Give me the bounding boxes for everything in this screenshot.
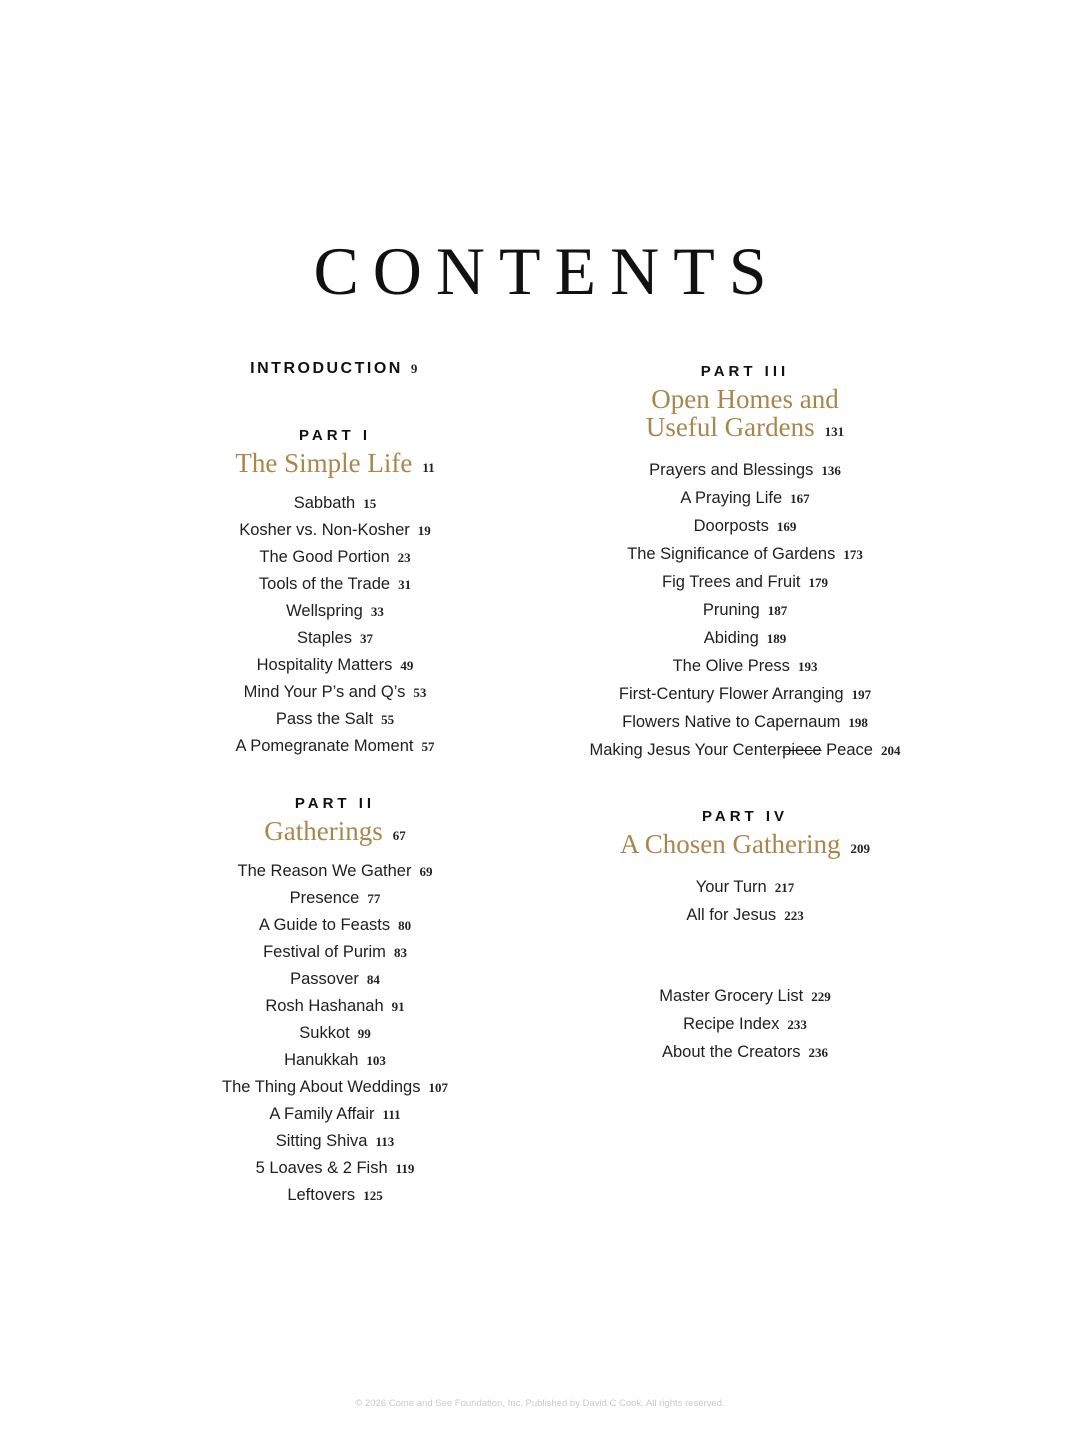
entry-title: The Reason We Gather bbox=[237, 862, 412, 880]
part-4-label: PART IV bbox=[701, 808, 789, 825]
toc-entry[interactable] bbox=[560, 680, 930, 708]
entry-title: Hanukkah bbox=[284, 1051, 359, 1069]
toc-entry[interactable] bbox=[165, 706, 505, 733]
entry-title: A Family Affair bbox=[269, 1105, 375, 1123]
introduction-label: INTRODUCTION bbox=[250, 360, 403, 377]
entry-title: Abiding bbox=[703, 629, 759, 647]
part-3-section bbox=[560, 363, 930, 764]
entry-page: 187 bbox=[767, 603, 788, 618]
entry-title: Pruning bbox=[702, 601, 760, 619]
part-3-label: PART III bbox=[700, 363, 790, 380]
entry-page: 125 bbox=[363, 1188, 383, 1203]
toc-entry[interactable] bbox=[165, 1074, 505, 1101]
toc-entry[interactable] bbox=[165, 517, 505, 544]
toc-introduction[interactable] bbox=[165, 360, 505, 378]
toc-entry[interactable] bbox=[560, 456, 930, 484]
entry-title: Wellspring bbox=[286, 602, 363, 620]
toc-entry[interactable] bbox=[165, 1020, 505, 1047]
toc-entry[interactable] bbox=[165, 571, 505, 598]
part-2-page: 67 bbox=[392, 828, 406, 843]
entry-title: 5 Loaves & 2 Fish bbox=[255, 1159, 388, 1177]
entry-title: Sukkot bbox=[299, 1024, 350, 1042]
part-3-title-line-2: Useful Gardens bbox=[645, 412, 815, 442]
entry-page: 31 bbox=[398, 577, 412, 592]
entry-page: 91 bbox=[391, 999, 405, 1014]
entry-title: Doorposts bbox=[693, 517, 769, 535]
entry-title: Mind Your P’s and Q’s bbox=[243, 683, 406, 701]
part-2-section bbox=[165, 795, 505, 1209]
toc-entry[interactable] bbox=[560, 484, 930, 512]
entry-page: 77 bbox=[367, 891, 381, 906]
entry-page: 103 bbox=[366, 1053, 386, 1068]
toc-entry[interactable] bbox=[560, 1010, 930, 1038]
entry-page: 99 bbox=[357, 1026, 371, 1041]
toc-entry[interactable] bbox=[165, 1128, 505, 1155]
entry-title: Recipe Index bbox=[683, 1015, 780, 1033]
entry-page: 113 bbox=[375, 1134, 395, 1149]
entry-title-prefix: Making Jesus Your Center bbox=[589, 741, 783, 759]
toc-entry[interactable] bbox=[165, 966, 505, 993]
entry-title: The Thing About Weddings bbox=[222, 1078, 421, 1096]
introduction-page: 9 bbox=[410, 361, 420, 376]
entry-title: The Good Portion bbox=[259, 548, 390, 566]
entry-page: 198 bbox=[848, 715, 868, 730]
toc-entry[interactable] bbox=[560, 652, 930, 680]
entry-title: Festival of Purim bbox=[263, 943, 386, 961]
entry-title: A Pomegranate Moment bbox=[235, 737, 414, 755]
part-1-page: 11 bbox=[422, 460, 435, 475]
entry-title: Passover bbox=[290, 970, 359, 988]
entry-page: 217 bbox=[774, 880, 795, 895]
toc-entry[interactable] bbox=[560, 901, 930, 929]
part-4-title-row[interactable] bbox=[560, 830, 930, 863]
toc-entry[interactable] bbox=[165, 625, 505, 652]
entry-title: All for Jesus bbox=[686, 906, 777, 924]
entry-page: 57 bbox=[421, 739, 435, 754]
toc-entry[interactable] bbox=[165, 544, 505, 571]
entry-page: 55 bbox=[381, 712, 395, 727]
entry-title: Staples bbox=[296, 629, 353, 647]
entry-title-struck: piece bbox=[782, 741, 822, 759]
entry-page: 84 bbox=[366, 972, 380, 987]
entry-page: 80 bbox=[398, 918, 412, 933]
entry-page: 229 bbox=[811, 989, 831, 1004]
entry-page: 19 bbox=[417, 523, 431, 538]
toc-entry[interactable] bbox=[560, 540, 930, 568]
entry-title: A Praying Life bbox=[680, 489, 783, 507]
entry-page: 223 bbox=[784, 908, 804, 923]
toc-entry[interactable] bbox=[165, 733, 505, 760]
entry-title: Sabbath bbox=[293, 494, 356, 512]
toc-entry[interactable] bbox=[165, 490, 505, 517]
entry-title: The Significance of Gardens bbox=[627, 545, 836, 563]
entry-page: 15 bbox=[363, 496, 377, 511]
toc-entry[interactable] bbox=[165, 1101, 505, 1128]
toc-entry[interactable] bbox=[165, 1155, 505, 1182]
toc-entry[interactable] bbox=[165, 912, 505, 939]
entry-page: 111 bbox=[382, 1107, 401, 1122]
part-4-entries bbox=[560, 873, 930, 929]
part-2-label: PART II bbox=[294, 795, 376, 812]
entry-page: 49 bbox=[400, 658, 414, 673]
part-1-title-row[interactable] bbox=[165, 449, 505, 482]
part-2-title: Gatherings bbox=[264, 816, 383, 846]
part-4-title: A Chosen Gathering bbox=[620, 829, 841, 859]
entry-title: Master Grocery List bbox=[659, 987, 804, 1005]
entry-page: 197 bbox=[851, 687, 872, 702]
entry-page: 136 bbox=[821, 463, 841, 478]
entry-page: 69 bbox=[419, 864, 433, 879]
entry-page: 169 bbox=[776, 519, 797, 534]
entry-title: Hospitality Matters bbox=[256, 656, 393, 674]
entry-page: 119 bbox=[395, 1161, 415, 1176]
toc-entry[interactable] bbox=[560, 596, 930, 624]
entry-page: 173 bbox=[843, 547, 863, 562]
entry-page: 193 bbox=[797, 659, 818, 674]
entry-title: Tools of the Trade bbox=[258, 575, 391, 593]
part-1-label: PART I bbox=[298, 427, 372, 444]
entry-page: 23 bbox=[397, 550, 411, 565]
entry-title: A Guide to Feasts bbox=[258, 916, 391, 934]
entry-title: Rosh Hashanah bbox=[265, 997, 384, 1015]
entry-title: Pass the Salt bbox=[275, 710, 374, 728]
toc-entry[interactable] bbox=[560, 1038, 930, 1066]
part-1-section bbox=[165, 427, 505, 760]
part-2-title-row[interactable] bbox=[165, 817, 505, 850]
toc-entry[interactable] bbox=[165, 652, 505, 679]
entry-page: 189 bbox=[766, 631, 787, 646]
entry-title: Leftovers bbox=[287, 1186, 356, 1204]
part-3-title-row[interactable] bbox=[560, 385, 930, 446]
entry-title: First-Century Flower Arranging bbox=[618, 685, 844, 703]
part-2-entries bbox=[165, 858, 505, 1209]
toc-entry[interactable] bbox=[560, 982, 930, 1010]
toc-entry[interactable] bbox=[165, 858, 505, 885]
entry-page: 33 bbox=[370, 604, 384, 619]
toc-entry[interactable] bbox=[165, 993, 505, 1020]
toc-entry[interactable] bbox=[560, 708, 930, 736]
entry-title: Presence bbox=[289, 889, 360, 907]
entry-title-suffix: Peace bbox=[821, 741, 873, 759]
toc-entry[interactable] bbox=[165, 679, 505, 706]
toc-entry[interactable] bbox=[165, 1182, 505, 1209]
entry-title: About the Creators bbox=[662, 1043, 801, 1061]
entry-title: The Olive Press bbox=[672, 657, 790, 675]
part-3-title-line-1: Open Homes and bbox=[651, 384, 839, 414]
entry-page: 204 bbox=[880, 743, 901, 758]
copyright-footer: © 2026 Come and See Foundation, Inc. Published by David C Cook. All rights reserved. bbox=[355, 1398, 725, 1409]
toc-entry[interactable] bbox=[560, 624, 930, 652]
toc-entry[interactable] bbox=[165, 598, 505, 625]
entry-title: Sitting Shiva bbox=[275, 1132, 368, 1150]
page-title: CONTENTS bbox=[313, 233, 781, 309]
part-1-entries bbox=[165, 490, 505, 760]
part-3-page: 131 bbox=[824, 424, 845, 439]
toc-entry[interactable] bbox=[165, 885, 505, 912]
toc-entry[interactable] bbox=[165, 939, 505, 966]
entry-page: 83 bbox=[393, 945, 407, 960]
toc-entry[interactable] bbox=[560, 568, 930, 596]
entry-page: 233 bbox=[787, 1017, 807, 1032]
entry-title: Fig Trees and Fruit bbox=[662, 573, 801, 591]
part-4-section bbox=[560, 808, 930, 929]
part-4-page: 209 bbox=[850, 841, 870, 856]
toc-entry[interactable] bbox=[560, 736, 930, 764]
toc-entry[interactable] bbox=[165, 1047, 505, 1074]
part-3-entries bbox=[560, 456, 930, 764]
toc-entry[interactable] bbox=[560, 873, 930, 901]
entry-title: Flowers Native to Capernaum bbox=[622, 713, 841, 731]
entry-page: 167 bbox=[790, 491, 810, 506]
back-matter-section bbox=[560, 982, 930, 1066]
toc-entry[interactable] bbox=[560, 512, 930, 540]
entry-title: Prayers and Blessings bbox=[649, 461, 814, 479]
entry-page: 107 bbox=[428, 1080, 448, 1095]
entry-page: 236 bbox=[808, 1045, 828, 1060]
entry-title: Kosher vs. Non-Kosher bbox=[239, 521, 410, 539]
entry-title: Your Turn bbox=[695, 878, 767, 896]
part-1-title: The Simple Life bbox=[235, 448, 413, 478]
entry-page: 179 bbox=[808, 575, 828, 590]
entry-page: 37 bbox=[360, 631, 374, 646]
entry-page: 53 bbox=[413, 685, 427, 700]
